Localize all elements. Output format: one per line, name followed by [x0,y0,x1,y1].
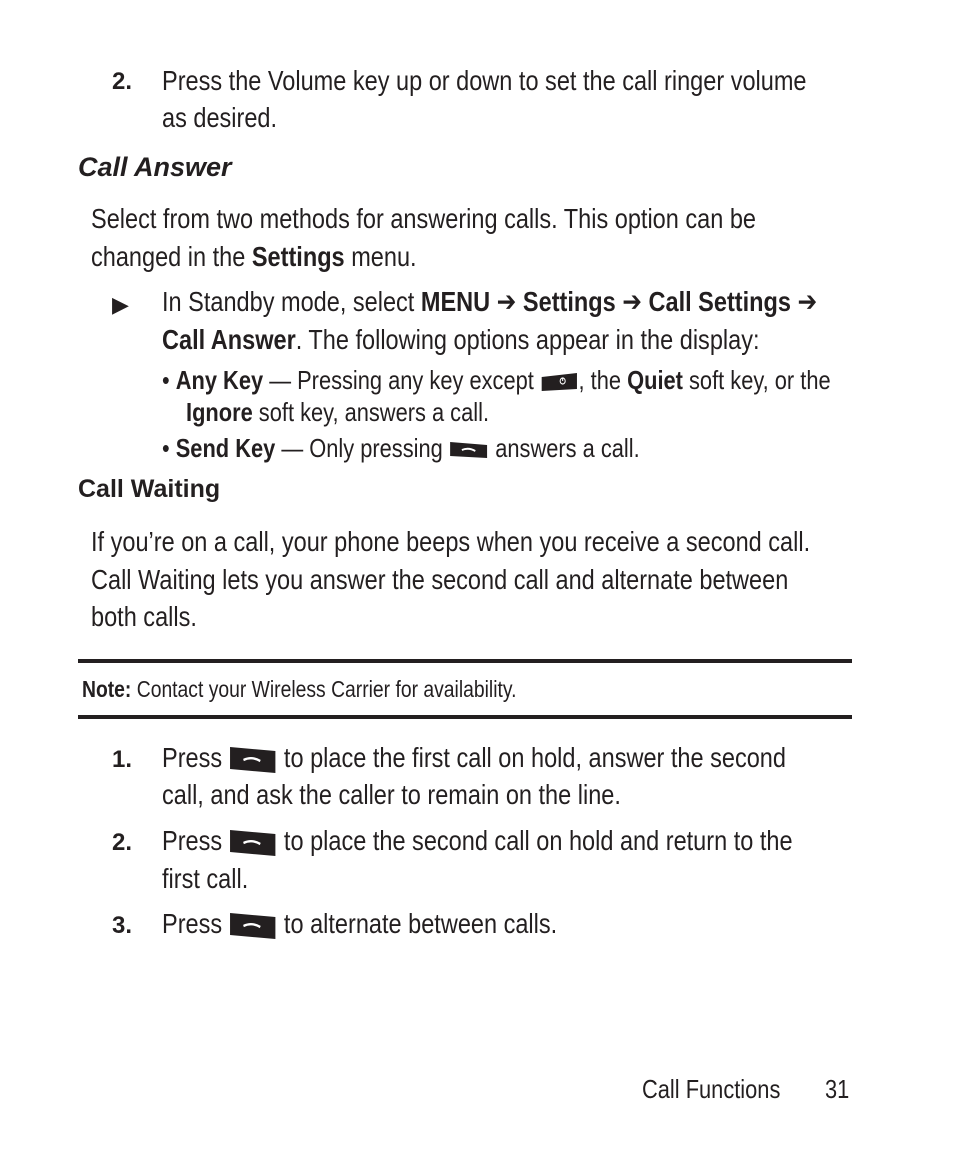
option-any-key: • Any Key — Pressing any key except , the Quiet soft key, or the [162,365,831,395]
step-text-line: call, and ask the caller to remain on the line. [162,779,621,810]
nav-path-line: In Standby mode, select MENU ➔ Settings ➔ Call Settings ➔ [162,286,818,317]
note-top-rule [78,659,852,663]
step-text-line: Press to place the first call on hold, answer the second [162,742,786,773]
step-number: 2. [112,68,133,95]
settings-menu-name: Settings [251,241,345,272]
page-number: 31 [825,1074,850,1104]
arrow-icon: ➔ [496,286,517,317]
call-waiting-para-line: both calls. [91,601,197,632]
send-key-icon [229,828,278,858]
option-any-key-cont: Ignore soft key, answers a call. [186,397,490,427]
send-key-icon [229,911,278,941]
call-answer-intro-line: changed in the Settings menu. [91,241,417,272]
footer-section-title: Call Functions [642,1074,781,1104]
step-number: 1. [112,746,133,773]
call-answer-intro-line: Select from two methods for answering calls. This option can be [91,203,756,234]
call-waiting-para-line: Call Waiting lets you answer the second call and alternate between [91,564,789,595]
arrow-icon: ➔ [797,286,818,317]
send-key-icon [229,745,278,775]
section-heading-call-waiting: Call Waiting [78,475,221,503]
option-send-key: • Send Key — Only pressing answers a call. [162,433,640,463]
note-label: Note: [82,676,132,702]
section-heading-call-answer: Call Answer [78,152,232,182]
note [82,676,516,703]
end-key-icon [540,371,579,393]
step-text-line: first call. [162,863,249,894]
note-text: Contact your Wireless Carrier for availability. [131,676,517,702]
step-number: 3. [112,912,133,939]
arrow-icon: ➔ [622,286,642,317]
step-text-line: Press the Volume key up or down to set the call ringer volume [162,65,807,96]
step-text-line: Press to place the second call on hold and return to the [162,825,793,856]
step-text-line: Press to alternate between calls. [162,908,558,939]
step-text-line: as desired. [162,102,278,133]
bullet-triangle: ▶ [112,292,129,317]
step-number: 2. [112,829,133,856]
note-bottom-rule [78,715,852,719]
call-waiting-para-line: If you’re on a call, your phone beeps when you receive a second call. [91,526,811,557]
nav-path-line: Call Answer. The following options appear in the display: [162,324,760,355]
send-key-icon [449,440,489,460]
